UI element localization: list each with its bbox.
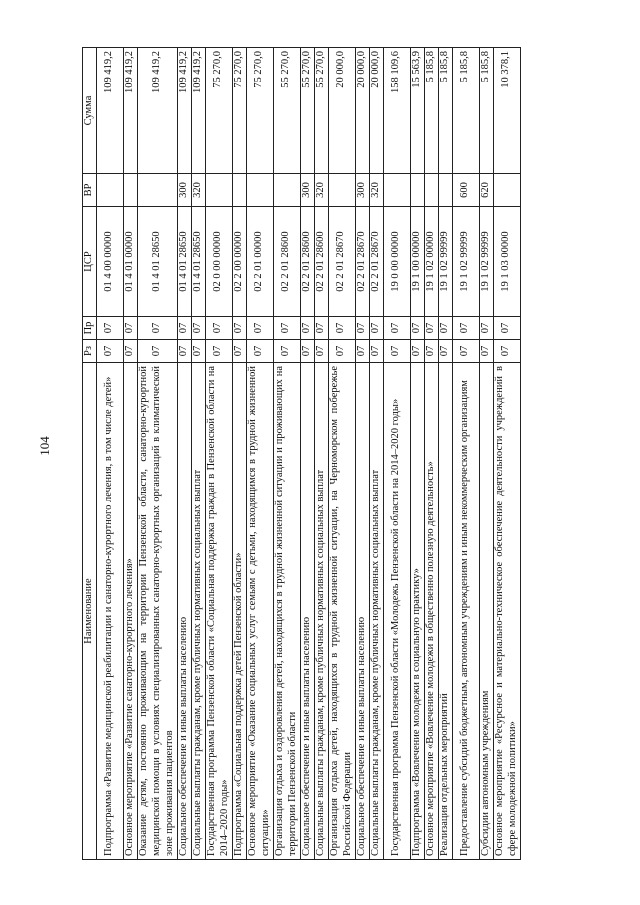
header-pr: Пр xyxy=(83,317,97,340)
cell-name: Организация отдыха и оздоровления детей, находящихся в трудной жизненной ситуации и проживающих на территории Пензенской области xyxy=(273,363,300,860)
cell-csr: 02 2 01 00000 xyxy=(246,207,273,317)
cell-csr: 01 4 00 00000 xyxy=(96,207,123,317)
cell-csr: 19 1 02 99999 xyxy=(479,207,493,317)
table-header-row xyxy=(83,48,97,860)
table-row xyxy=(410,48,424,860)
cell-rz: 07 xyxy=(177,340,191,363)
cell-vr xyxy=(424,174,438,207)
cell-name: Оказание детям, постоянно проживающим на территории Пензенской области, санаторно-курортной медицинской помощи в условиях специализированных санаторно-курортных организаций в климатической зоне проживания пациентов xyxy=(137,363,177,860)
cell-name: Организация отдыха детей, находящихся в трудной жизненной ситуации, на Черноморском побережье Российской Федерации xyxy=(328,363,355,860)
table-row xyxy=(191,48,205,860)
cell-pr: 07 xyxy=(452,317,479,340)
header-csr: ЦСР xyxy=(83,207,97,317)
cell-name: Социальное обеспечение и иные выплаты населению xyxy=(300,363,314,860)
cell-vr: 320 xyxy=(191,174,205,207)
cell-vr xyxy=(410,174,424,207)
cell-pr: 07 xyxy=(383,317,410,340)
cell-name: Предоставление субсидий бюджетным, автономным учреждениям и иным некоммерческим организациям xyxy=(452,363,479,860)
cell-rz: 07 xyxy=(452,340,479,363)
cell-csr: 02 2 01 28670 xyxy=(328,207,355,317)
cell-rz: 07 xyxy=(410,340,424,363)
table-row xyxy=(123,48,137,860)
cell-pr: 07 xyxy=(355,317,369,340)
cell-vr: 620 xyxy=(479,174,493,207)
table-row xyxy=(328,48,355,860)
cell-rz: 07 xyxy=(96,340,123,363)
cell-sum: 55 270,0 xyxy=(273,48,300,174)
cell-pr: 07 xyxy=(191,317,205,340)
cell-vr: 320 xyxy=(314,174,328,207)
table-row xyxy=(452,48,479,860)
cell-sum: 5 185,8 xyxy=(438,48,452,174)
cell-csr: 19 1 00 00000 xyxy=(410,207,424,317)
cell-name: Государственная программа Пензенской области «Социальная поддержка граждан в Пензенской области на 2014–2020 годы» xyxy=(205,363,232,860)
cell-name: Основное мероприятие «Развитие санаторно-курортного лечения» xyxy=(123,363,137,860)
table-row xyxy=(355,48,369,860)
cell-csr: 02 2 01 28600 xyxy=(300,207,314,317)
cell-rz: 07 xyxy=(137,340,177,363)
cell-name: Основное мероприятие «Вовлечение молодежи в общественно полезную деятельность» xyxy=(424,363,438,860)
cell-name: Основное мероприятие «Ресурсное и материально-техническое обеспечение деятельности учреждений в сфере молодежной политики» xyxy=(493,363,520,860)
table-row xyxy=(300,48,314,860)
cell-rz: 07 xyxy=(479,340,493,363)
cell-vr: 600 xyxy=(452,174,479,207)
cell-sum: 109 419,2 xyxy=(191,48,205,174)
cell-vr xyxy=(96,174,123,207)
header-name: Наименование xyxy=(83,363,97,860)
budget-table-rotated xyxy=(82,48,521,860)
table-row xyxy=(479,48,493,860)
header-vr: ВР xyxy=(83,174,97,207)
cell-name: Подпрограмма «Развитие медицинской реабилитации и санаторно-курортного лечения, в том числе детей» xyxy=(96,363,123,860)
cell-name: Социальные выплаты гражданам, кроме публичных нормативных социальных выплат xyxy=(369,363,383,860)
cell-csr: 19 0 00 00000 xyxy=(383,207,410,317)
cell-rz: 07 xyxy=(314,340,328,363)
cell-name: Социальные выплаты гражданам, кроме публичных нормативных социальных выплат xyxy=(314,363,328,860)
cell-sum: 109 419,2 xyxy=(137,48,177,174)
table-row xyxy=(232,48,246,860)
cell-rz: 07 xyxy=(355,340,369,363)
cell-vr: 300 xyxy=(177,174,191,207)
table-row xyxy=(493,48,520,860)
cell-sum: 20 000,0 xyxy=(369,48,383,174)
cell-sum: 55 270,0 xyxy=(300,48,314,174)
cell-sum: 15 563,9 xyxy=(410,48,424,174)
cell-vr xyxy=(205,174,232,207)
table-row xyxy=(438,48,452,860)
cell-sum: 5 185,8 xyxy=(452,48,479,174)
cell-vr: 320 xyxy=(369,174,383,207)
cell-rz: 07 xyxy=(300,340,314,363)
cell-vr xyxy=(123,174,137,207)
cell-csr: 02 2 00 00000 xyxy=(232,207,246,317)
table-row xyxy=(424,48,438,860)
cell-pr: 07 xyxy=(410,317,424,340)
cell-vr: 300 xyxy=(355,174,369,207)
cell-csr: 02 2 01 28670 xyxy=(355,207,369,317)
table-row xyxy=(314,48,328,860)
cell-vr xyxy=(273,174,300,207)
cell-name: Основное мероприятие «Оказание социальных услуг семьям с детьми, находящимся в трудной жизненной ситуации» xyxy=(246,363,273,860)
cell-sum: 10 378,1 xyxy=(493,48,520,174)
cell-rz: 07 xyxy=(493,340,520,363)
cell-sum: 20 000,0 xyxy=(328,48,355,174)
cell-pr: 07 xyxy=(205,317,232,340)
table-row xyxy=(205,48,232,860)
table-body xyxy=(96,48,520,860)
cell-csr: 19 1 02 99999 xyxy=(452,207,479,317)
cell-rz: 07 xyxy=(328,340,355,363)
cell-pr: 07 xyxy=(493,317,520,340)
cell-pr: 07 xyxy=(328,317,355,340)
table-row xyxy=(177,48,191,860)
cell-csr: 01 4 01 28650 xyxy=(177,207,191,317)
cell-name: Государственная программа Пензенской области «Молодежь Пензенской области на 2014–2020 годы» xyxy=(383,363,410,860)
table-row xyxy=(369,48,383,860)
cell-csr: 01 4 01 28650 xyxy=(137,207,177,317)
cell-rz: 07 xyxy=(205,340,232,363)
cell-name: Социальные выплаты гражданам, кроме публичных нормативных социальных выплат xyxy=(191,363,205,860)
cell-name: Подпрограмма «Вовлечение молодежи в социальную практику» xyxy=(410,363,424,860)
table-row xyxy=(246,48,273,860)
cell-pr: 07 xyxy=(479,317,493,340)
cell-sum: 75 270,0 xyxy=(205,48,232,174)
cell-rz: 07 xyxy=(424,340,438,363)
cell-rz: 07 xyxy=(383,340,410,363)
cell-vr: 300 xyxy=(300,174,314,207)
cell-name: Подпрограмма «Социальная поддержка детей Пензенской области» xyxy=(232,363,246,860)
cell-pr: 07 xyxy=(314,317,328,340)
cell-name: Субсидии автономным учреждениям xyxy=(479,363,493,860)
cell-sum: 109 419,2 xyxy=(177,48,191,174)
table-row xyxy=(273,48,300,860)
cell-sum: 55 270,0 xyxy=(314,48,328,174)
cell-pr: 07 xyxy=(96,317,123,340)
cell-sum: 75 270,0 xyxy=(232,48,246,174)
cell-csr: 02 0 00 00000 xyxy=(205,207,232,317)
cell-sum: 20 000,0 xyxy=(355,48,369,174)
cell-pr: 07 xyxy=(177,317,191,340)
cell-sum: 5 185,8 xyxy=(424,48,438,174)
cell-sum: 158 109,6 xyxy=(383,48,410,174)
cell-name: Социальное обеспечение и иные выплаты населению xyxy=(177,363,191,860)
cell-name: Реализация отдельных мероприятий xyxy=(438,363,452,860)
table-row xyxy=(137,48,177,860)
cell-rz: 07 xyxy=(273,340,300,363)
cell-rz: 07 xyxy=(369,340,383,363)
cell-vr xyxy=(137,174,177,207)
page-number: 104 xyxy=(37,436,52,456)
cell-rz: 07 xyxy=(191,340,205,363)
cell-vr xyxy=(232,174,246,207)
header-sum: Сумма xyxy=(83,48,97,174)
cell-rz: 07 xyxy=(246,340,273,363)
cell-csr: 01 4 01 28650 xyxy=(191,207,205,317)
cell-sum: 109 419,2 xyxy=(96,48,123,174)
cell-pr: 07 xyxy=(424,317,438,340)
cell-pr: 07 xyxy=(246,317,273,340)
cell-rz: 07 xyxy=(123,340,137,363)
cell-pr: 07 xyxy=(123,317,137,340)
cell-vr xyxy=(328,174,355,207)
cell-sum: 75 270,0 xyxy=(246,48,273,174)
table-row xyxy=(383,48,410,860)
cell-pr: 07 xyxy=(137,317,177,340)
cell-name: Социальное обеспечение и иные выплаты населению xyxy=(355,363,369,860)
cell-sum: 5 185,8 xyxy=(479,48,493,174)
cell-rz: 07 xyxy=(438,340,452,363)
cell-pr: 07 xyxy=(273,317,300,340)
cell-csr: 01 4 01 00000 xyxy=(123,207,137,317)
cell-pr: 07 xyxy=(300,317,314,340)
cell-vr xyxy=(493,174,520,207)
cell-csr: 02 2 01 28670 xyxy=(369,207,383,317)
header-rz: Рз xyxy=(83,340,97,363)
cell-sum: 109 419,2 xyxy=(123,48,137,174)
cell-vr xyxy=(246,174,273,207)
cell-csr: 02 2 01 28600 xyxy=(273,207,300,317)
cell-csr: 19 1 02 00000 xyxy=(424,207,438,317)
cell-pr: 07 xyxy=(438,317,452,340)
cell-rz: 07 xyxy=(232,340,246,363)
table-row xyxy=(96,48,123,860)
cell-csr: 19 1 03 00000 xyxy=(493,207,520,317)
cell-vr xyxy=(438,174,452,207)
budget-table xyxy=(82,47,521,860)
cell-vr xyxy=(383,174,410,207)
cell-csr: 19 1 02 99999 xyxy=(438,207,452,317)
cell-csr: 02 2 01 28600 xyxy=(314,207,328,317)
cell-pr: 07 xyxy=(369,317,383,340)
cell-pr: 07 xyxy=(232,317,246,340)
